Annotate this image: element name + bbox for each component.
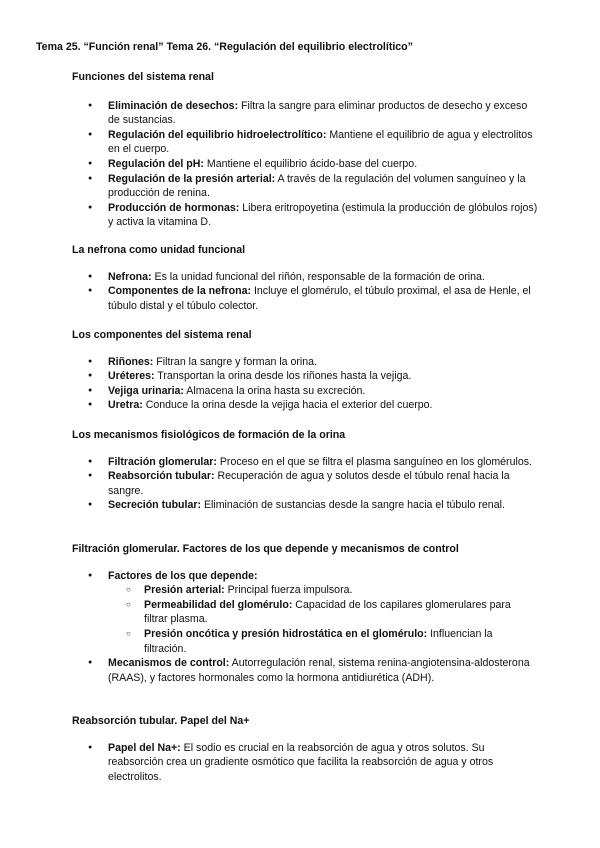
item-term: Uréteres: <box>108 370 155 383</box>
item-text: Transportan la orina desde los riñones hasta la vejiga. <box>154 370 412 383</box>
list-item <box>72 172 538 201</box>
item-text: A través de la regulación del volumen sanguíneo y la producción de renina. <box>108 172 526 200</box>
item-text: Recuperación de agua y solutos desde el túbulo renal hacia la sangre. <box>108 470 510 497</box>
item-term: Presión arterial: <box>144 584 225 597</box>
section-renal-components <box>72 328 538 413</box>
item-term: Presión oncótica y presión hidrostática en el glomérulo: <box>144 627 428 640</box>
item-term: Riñones: <box>108 355 154 368</box>
item-text: Conduce la orina desde la vejiga hacia el exterior del cuerpo. <box>142 399 433 412</box>
item-term: Reabsorción tubular: <box>108 470 215 483</box>
item-text: Mantiene el equilibrio de agua y electrolitos en el cuerpo. <box>108 128 533 156</box>
item-term: Permeabilidad del glomérulo: <box>144 598 293 611</box>
sub-list-item <box>108 598 524 627</box>
item-term: Filtración glomerular: <box>108 455 217 468</box>
list-item <box>72 741 538 785</box>
section-renal-functions <box>72 70 538 230</box>
item-term: Papel del Na+: <box>108 741 181 754</box>
list-item <box>72 284 538 313</box>
item-text: El sodio es crucial en la reabsorción de agua y otros solutos. Su reabsorción crea un gradiente osmótico que facilita la reabsorción de agua y otros electrolitos. <box>108 741 494 783</box>
list-item <box>72 384 538 399</box>
item-term: Eliminación de desechos: <box>108 99 239 112</box>
list-item <box>72 201 538 230</box>
list-item <box>72 398 538 413</box>
item-term: Nefrona: <box>108 270 152 283</box>
item-text: Mantiene el equilibrio ácido-base del cuerpo. <box>203 157 418 170</box>
list-item <box>72 99 538 128</box>
list-item <box>72 569 538 657</box>
item-text: Filtran la sangre y forman la orina. <box>153 355 318 368</box>
item-text: Capacidad de los capilares glomerulares para filtrar plasma. <box>144 598 511 626</box>
section-heading: Filtración glomerular. Factores de los que depende y mecanismos de control <box>72 543 459 555</box>
sub-bullet-list <box>108 583 538 656</box>
item-text: Almacena la orina hasta su excreción. <box>183 384 366 397</box>
bullet-list <box>72 99 538 230</box>
item-term: Secreción tubular: <box>108 499 202 512</box>
item-term: Uretra: <box>108 399 143 412</box>
item-term: Regulación de la presión arterial: <box>108 172 276 185</box>
list-item <box>72 270 538 285</box>
list-item <box>72 498 538 513</box>
item-text: Autorregulación renal, sistema renina-angiotensina-aldosterona (RAAS), y factores hormonales como la hormona antidiurética (ADH). <box>108 657 530 684</box>
list-item <box>72 469 538 498</box>
item-text: Filtra la sangre para eliminar productos de desecho y exceso de sustancias. <box>108 99 528 127</box>
list-item <box>72 656 538 685</box>
item-text: Es la unidad funcional del riñón, responsable de la formación de orina. <box>151 270 485 283</box>
item-term: Vejiga urinaria: <box>108 384 184 397</box>
item-term: Mecanismos de control: <box>108 657 230 670</box>
section-heading: La nefrona como unidad funcional <box>72 244 246 256</box>
item-text: Incluye el glomérulo, el túbulo proximal, el asa de Henle, el túbulo distal y el túbulo colector. <box>108 285 531 312</box>
item-text: Influencian la filtración. <box>144 627 493 655</box>
section-tubular-reabsorption <box>72 714 538 784</box>
section-heading: Funciones del sistema renal <box>72 71 214 83</box>
section-nephron <box>72 243 538 313</box>
list-item <box>72 355 538 370</box>
list-item <box>72 157 538 172</box>
bullet-list <box>72 270 538 314</box>
item-term: Producción de hormonas: <box>108 201 240 214</box>
sub-list-item <box>108 583 524 598</box>
section-heading: Los componentes del sistema renal <box>72 329 252 341</box>
item-term: Factores de los que depende: <box>108 569 258 582</box>
item-text: Eliminación de sustancias desde la sangre hacia el túbulo renal. <box>201 499 505 512</box>
item-text: Principal fuerza impulsora. <box>224 584 353 597</box>
section-heading: Los mecanismos fisiológicos de formación de la orina <box>72 429 346 441</box>
list-item <box>72 455 538 470</box>
sub-list-item <box>108 627 524 656</box>
section-urine-formation <box>72 428 538 513</box>
item-term: Regulación del pH: <box>108 157 204 170</box>
section-glomerular-filtration <box>72 542 538 685</box>
item-text: Proceso en el que se filtra el plasma sanguíneo en los glomérulos. <box>216 455 532 468</box>
item-term: Componentes de la nefrona: <box>108 285 252 298</box>
item-text: Libera eritropoyetina (estimula la producción de glóbulos rojos) y activa la vitamina D. <box>108 201 538 229</box>
item-term: Regulación del equilibrio hidroelectrolítico: <box>108 128 327 141</box>
list-item <box>72 128 538 157</box>
bullet-list <box>72 569 538 686</box>
bullet-list <box>72 355 538 413</box>
list-item <box>72 369 538 384</box>
bullet-list <box>72 455 538 513</box>
section-heading: Reabsorción tubular. Papel del Na+ <box>72 715 250 727</box>
document-title: Tema 25. “Función renal” Tema 26. “Regulación del equilibrio electrolítico” <box>36 41 413 53</box>
bullet-list <box>72 741 538 785</box>
